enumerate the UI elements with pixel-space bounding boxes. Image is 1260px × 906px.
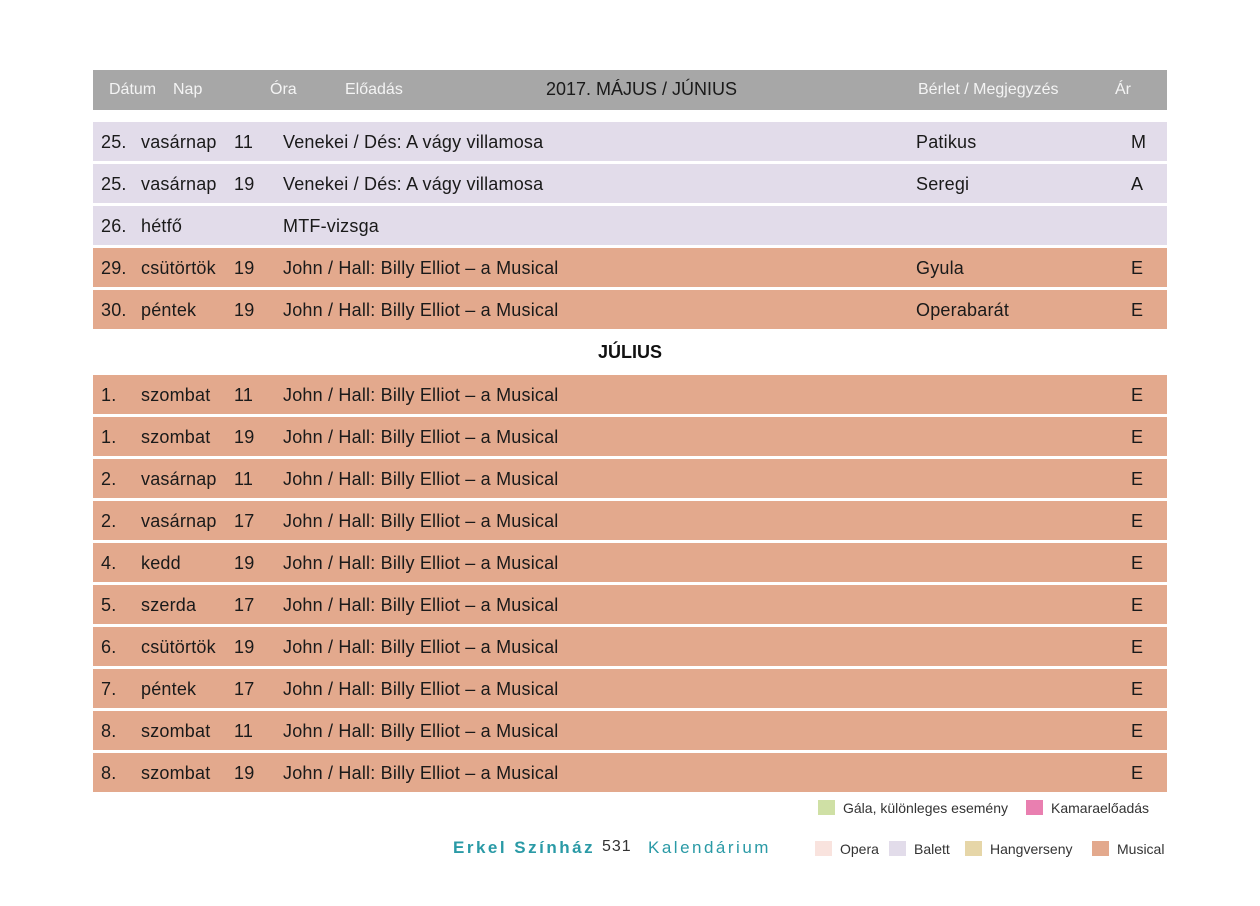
- table-row: [93, 753, 1167, 792]
- row-day: szombat: [141, 721, 211, 741]
- header-ora: Óra: [270, 81, 297, 98]
- row-price: E: [1131, 300, 1144, 320]
- row-price: E: [1131, 511, 1144, 531]
- legend-musical-swatch: [1092, 841, 1109, 856]
- row-performance: John / Hall: Billy Elliot – a Musical: [283, 511, 559, 531]
- row-price: M: [1131, 132, 1147, 152]
- row-performance: John / Hall: Billy Elliot – a Musical: [283, 469, 559, 489]
- row-performance: Venekei / Dés: A vágy villamosa: [283, 132, 544, 152]
- legend-balett-label: Balett: [914, 841, 950, 857]
- footer-section: Kalendárium: [648, 838, 771, 857]
- row-hour: 19: [234, 427, 255, 447]
- row-hour: 19: [234, 763, 255, 783]
- table-row: [93, 501, 1167, 540]
- row-date: 29.: [101, 258, 127, 278]
- page-title: 2017. MÁJUS / JÚNIUS: [546, 79, 738, 99]
- page-number: 531: [602, 838, 632, 855]
- row-date: 7.: [101, 679, 117, 699]
- row-day: péntek: [141, 300, 197, 320]
- row-price: E: [1131, 385, 1144, 405]
- row-performance: John / Hall: Billy Elliot – a Musical: [283, 258, 559, 278]
- row-performance: John / Hall: Billy Elliot – a Musical: [283, 721, 559, 741]
- month-heading-july: JÚLIUS: [597, 342, 662, 362]
- july-rows: [93, 375, 1167, 792]
- table-row: [93, 711, 1167, 750]
- legend-balett-swatch: [889, 841, 906, 856]
- row-date: 8.: [101, 763, 117, 783]
- legend-gala-label: Gála, különleges esemény: [843, 800, 1008, 816]
- row-price: E: [1131, 637, 1144, 657]
- row-performance: John / Hall: Billy Elliot – a Musical: [283, 637, 559, 657]
- legend-hangverseny-swatch: [965, 841, 982, 856]
- row-day: szerda: [141, 595, 197, 615]
- row-performance: John / Hall: Billy Elliot – a Musical: [283, 300, 559, 320]
- row-price: A: [1131, 174, 1144, 194]
- row-performance: John / Hall: Billy Elliot – a Musical: [283, 763, 559, 783]
- row-price: E: [1131, 258, 1144, 278]
- row-berlet: Operabarát: [916, 300, 1010, 320]
- row-day: kedd: [141, 553, 181, 573]
- legend-balett: [889, 841, 950, 857]
- table-row: [93, 290, 1167, 329]
- row-day: szombat: [141, 763, 211, 783]
- row-day: vasárnap: [141, 469, 217, 489]
- row-day: péntek: [141, 679, 197, 699]
- row-date: 4.: [101, 553, 117, 573]
- row-hour: 17: [234, 679, 255, 699]
- legend-hangverseny-label: Hangverseny: [990, 841, 1073, 857]
- legend-musical-label: Musical: [1117, 841, 1165, 857]
- row-day: vasárnap: [141, 174, 217, 194]
- row-berlet: Patikus: [916, 132, 977, 152]
- row-performance: John / Hall: Billy Elliot – a Musical: [283, 385, 559, 405]
- header-berlet: Bérlet / Megjegyzés: [918, 81, 1059, 98]
- legend-opera-label: Opera: [840, 841, 879, 857]
- schedule-table: [93, 70, 1167, 792]
- legend-opera-swatch: [815, 841, 832, 856]
- row-price: E: [1131, 721, 1144, 741]
- row-day: vasárnap: [141, 132, 217, 152]
- row-hour: 11: [234, 385, 254, 405]
- row-hour: 11: [234, 721, 254, 741]
- legend-opera: [815, 841, 879, 857]
- row-day: vasárnap: [141, 511, 217, 531]
- table-header: [93, 70, 1167, 110]
- legend-kamara-swatch: [1026, 800, 1043, 815]
- row-hour: 17: [234, 595, 255, 615]
- row-performance: Venekei / Dés: A vágy villamosa: [283, 174, 544, 194]
- row-hour: 19: [234, 258, 255, 278]
- row-berlet: Seregi: [916, 174, 970, 194]
- table-row: [93, 375, 1167, 414]
- row-day: hétfő: [141, 216, 183, 236]
- row-date: 2.: [101, 469, 117, 489]
- row-hour: 11: [234, 132, 254, 152]
- table-row: [93, 543, 1167, 582]
- row-date: 1.: [101, 385, 117, 405]
- row-hour: 19: [234, 637, 255, 657]
- row-hour: 19: [234, 174, 255, 194]
- row-hour: 11: [234, 469, 254, 489]
- table-row: [93, 206, 1167, 245]
- legend-gala-swatch: [818, 800, 835, 815]
- table-row: [93, 585, 1167, 624]
- row-date: 30.: [101, 300, 127, 320]
- row-price: E: [1131, 469, 1144, 489]
- legend-gala: [818, 800, 1008, 816]
- row-date: 2.: [101, 511, 117, 531]
- row-performance: MTF-vizsga: [283, 216, 379, 236]
- footer-brand: Erkel Színház: [453, 838, 596, 857]
- row-hour: 17: [234, 511, 255, 531]
- header-ar: Ár: [1115, 81, 1131, 98]
- row-date: 26.: [101, 216, 127, 236]
- header-datum: Dátum: [109, 81, 157, 98]
- row-price: E: [1131, 427, 1144, 447]
- row-date: 25.: [101, 132, 127, 152]
- row-price: E: [1131, 595, 1144, 615]
- row-performance: John / Hall: Billy Elliot – a Musical: [283, 679, 559, 699]
- row-performance: John / Hall: Billy Elliot – a Musical: [283, 553, 559, 573]
- table-row: [93, 417, 1167, 456]
- row-price: E: [1131, 679, 1144, 699]
- table-row: [93, 459, 1167, 498]
- row-date: 1.: [101, 427, 117, 447]
- legend-hangverseny: [965, 841, 1073, 857]
- legend-kamara: [1026, 800, 1149, 816]
- header-eloadas: Előadás: [345, 81, 403, 98]
- table-row: [93, 669, 1167, 708]
- row-date: 5.: [101, 595, 117, 615]
- row-date: 8.: [101, 721, 117, 741]
- legend-kamara-label: Kamaraelőadás: [1051, 800, 1150, 816]
- row-day: szombat: [141, 427, 211, 447]
- row-day: csütörtök: [141, 258, 216, 278]
- row-date: 25.: [101, 174, 127, 194]
- row-price: E: [1131, 553, 1144, 573]
- row-date: 6.: [101, 637, 117, 657]
- table-row: [93, 122, 1167, 161]
- row-performance: John / Hall: Billy Elliot – a Musical: [283, 427, 559, 447]
- table-row: [93, 248, 1167, 287]
- june-rows: [93, 122, 1167, 329]
- row-hour: 19: [234, 553, 255, 573]
- table-row: [93, 164, 1167, 203]
- legend-musical: [1092, 841, 1164, 857]
- header-nap: Nap: [173, 81, 203, 98]
- table-row: [93, 627, 1167, 666]
- row-price: E: [1131, 763, 1144, 783]
- row-hour: 19: [234, 300, 255, 320]
- row-performance: John / Hall: Billy Elliot – a Musical: [283, 595, 559, 615]
- row-day: szombat: [141, 385, 211, 405]
- row-day: csütörtök: [141, 637, 216, 657]
- row-berlet: Gyula: [916, 258, 965, 278]
